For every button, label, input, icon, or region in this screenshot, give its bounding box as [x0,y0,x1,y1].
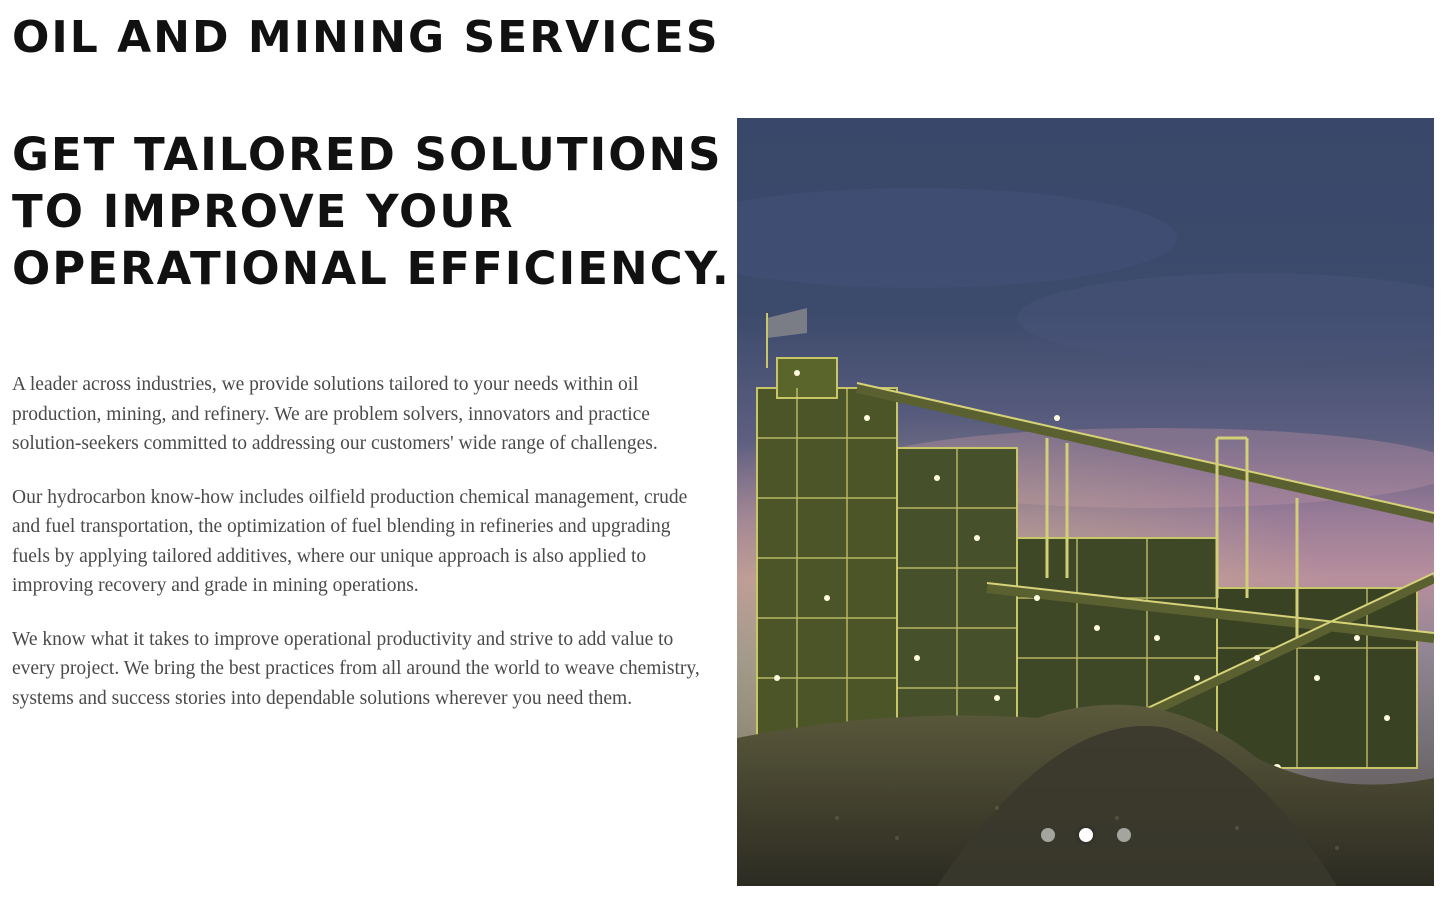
slider-dot-1[interactable] [1041,828,1055,842]
slider-dot-2[interactable] [1079,828,1093,842]
page-title: OIL AND MINING SERVICES [12,12,720,63]
hero-headline: GET TAILORED SOLUTIONS TO IMPROVE YOUR OPERATIONAL EFFICIENCY. [12,128,731,295]
slider-dot-3[interactable] [1117,828,1131,842]
intro-paragraph: A leader across industries, we provide solutions tailored to your needs within oil production, mining, and refinery. We are problem solvers, innovators and practice solution-seekers committed to addressing our customers' wide range of challenges. [12,374,658,454]
image-slider[interactable] [737,118,1434,886]
slider-pagination [737,828,1434,842]
hero-body-copy [12,370,712,737]
productivity-paragraph: We know what it takes to improve operational productivity and strive to add value to every project. We bring the best practices from all around the world to weave chemistry, systems and success stories into dependable solutions wherever you need them. [12,628,700,709]
mining-plant-image [737,118,1434,886]
hydrocarbon-paragraph: Our hydrocarbon know-how includes oilfield production chemical management, crude and fuel transportation, the optimization of fuel blending in refineries and upgrading fuels by applying tailored additives, where our unique approach is also applied to improving recovery and grade in mining operations. [12,486,688,596]
